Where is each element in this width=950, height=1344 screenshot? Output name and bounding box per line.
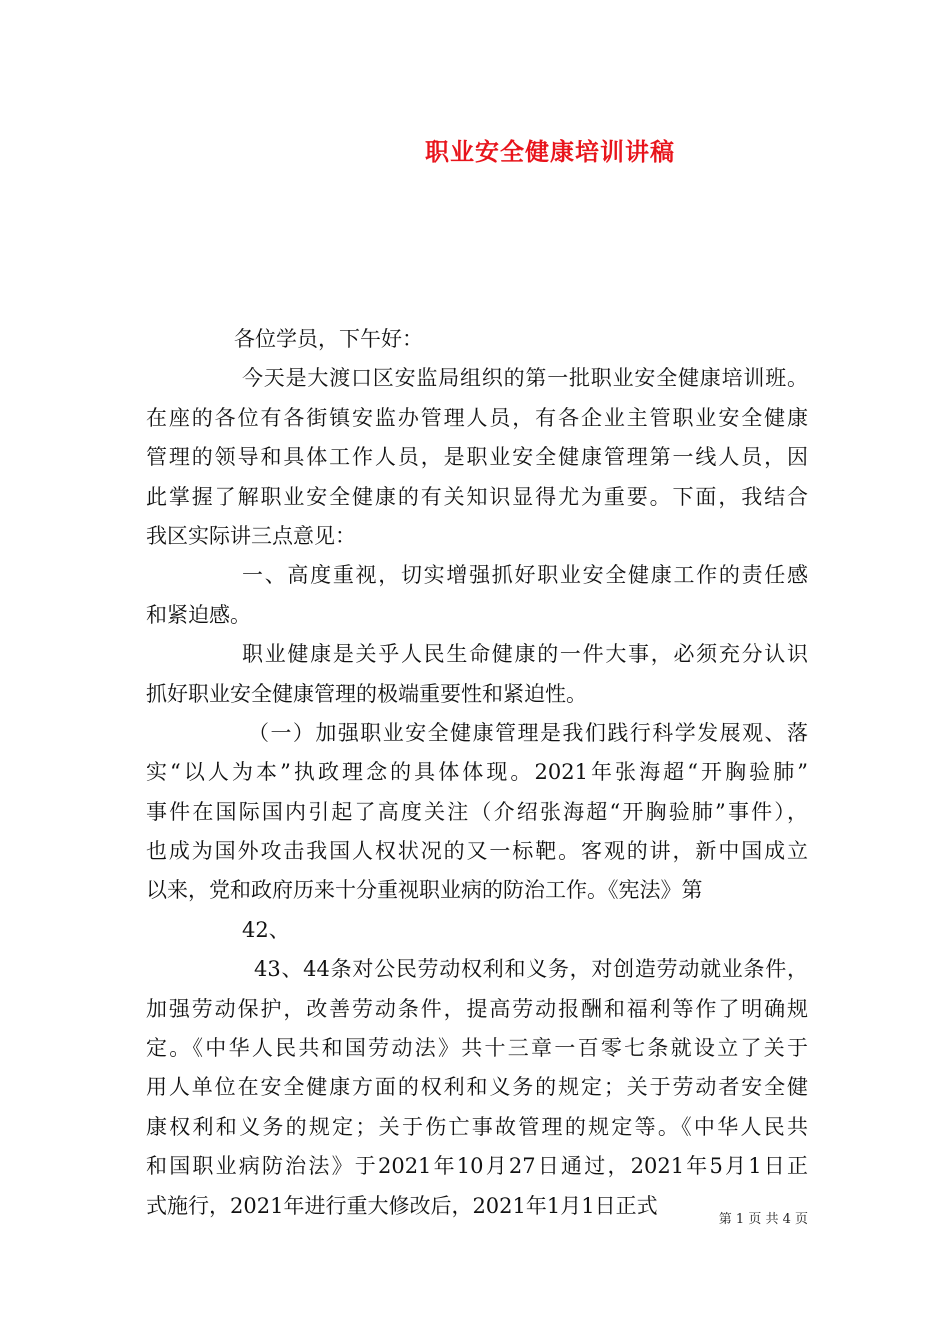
text-line: 和紧迫感。 <box>146 602 251 627</box>
text-line: 抓好职业安全健康管理的极端重要性和紧迫性。 <box>146 681 587 706</box>
text-line: 也成为国外攻击我国人权状况的又一标靶。客观的讲，新中国成立 <box>146 839 808 864</box>
text-line: 用人单位在安全健康方面的权利和义务的规定；关于劳动者安全健 <box>146 1075 808 1100</box>
text-line: 职业健康是关乎人民生命健康的一件大事，必须充分认识 <box>242 642 808 667</box>
text-line: 今天是大渡口区安监局组织的第一批职业安全健康培训班。 <box>242 366 808 391</box>
page-number: 第 1 页 共 4 页 <box>718 1212 808 1227</box>
body-text <box>146 320 808 1226</box>
text-line: 在座的各位有各街镇安监办管理人员，有各企业主管职业安全健康 <box>146 405 808 430</box>
text-line: 加强劳动保护，改善劳动条件，提高劳动报酬和福利等作了明确规 <box>146 996 808 1021</box>
text-line: 各位学员，下午好： <box>234 327 423 351</box>
text-line: 此掌握了解职业安全健康的有关知识显得尤为重要。下面，我结合 <box>146 484 808 509</box>
text-line: 事件在国际国内引起了高度关注（介绍张海超“开胸验肺”事件）， <box>146 799 808 824</box>
document-title: 职业安全健康培训讲稿 <box>425 137 675 166</box>
text-line: 式施行，2021年进行重大修改后，2021年1月1日正式 <box>146 1193 658 1218</box>
text-line: 实“以人为本”执政理念的具体体现。2021年张海超“开胸验肺” <box>146 760 808 785</box>
text-line: 一、高度重视，切实增强抓好职业安全健康工作的责任感 <box>242 563 808 588</box>
text-line: 我区实际讲三点意见： <box>146 523 356 548</box>
text-line: 和国职业病防治法》于2021年10月27日通过，2021年5月1日正 <box>146 1154 808 1179</box>
text-line: 康权利和义务的规定；关于伤亡事故管理的规定等。《中华人民共 <box>146 1114 808 1139</box>
text-line: 管理的领导和具体工作人员，是职业安全健康管理第一线人员，因 <box>146 445 808 470</box>
text-line: 定。《中华人民共和国劳动法》共十三章一百零七条就设立了关于 <box>146 1036 808 1061</box>
text-line: 42、 <box>242 917 290 942</box>
text-line: 43、44条对公民劳动权利和义务，对创造劳动就业条件， <box>254 957 808 982</box>
text-line: （一）加强职业安全健康管理是我们践行科学发展观、落 <box>248 720 808 745</box>
text-line: 以来，党和政府历来十分重视职业病的防治工作。《宪法》第 <box>146 878 703 903</box>
